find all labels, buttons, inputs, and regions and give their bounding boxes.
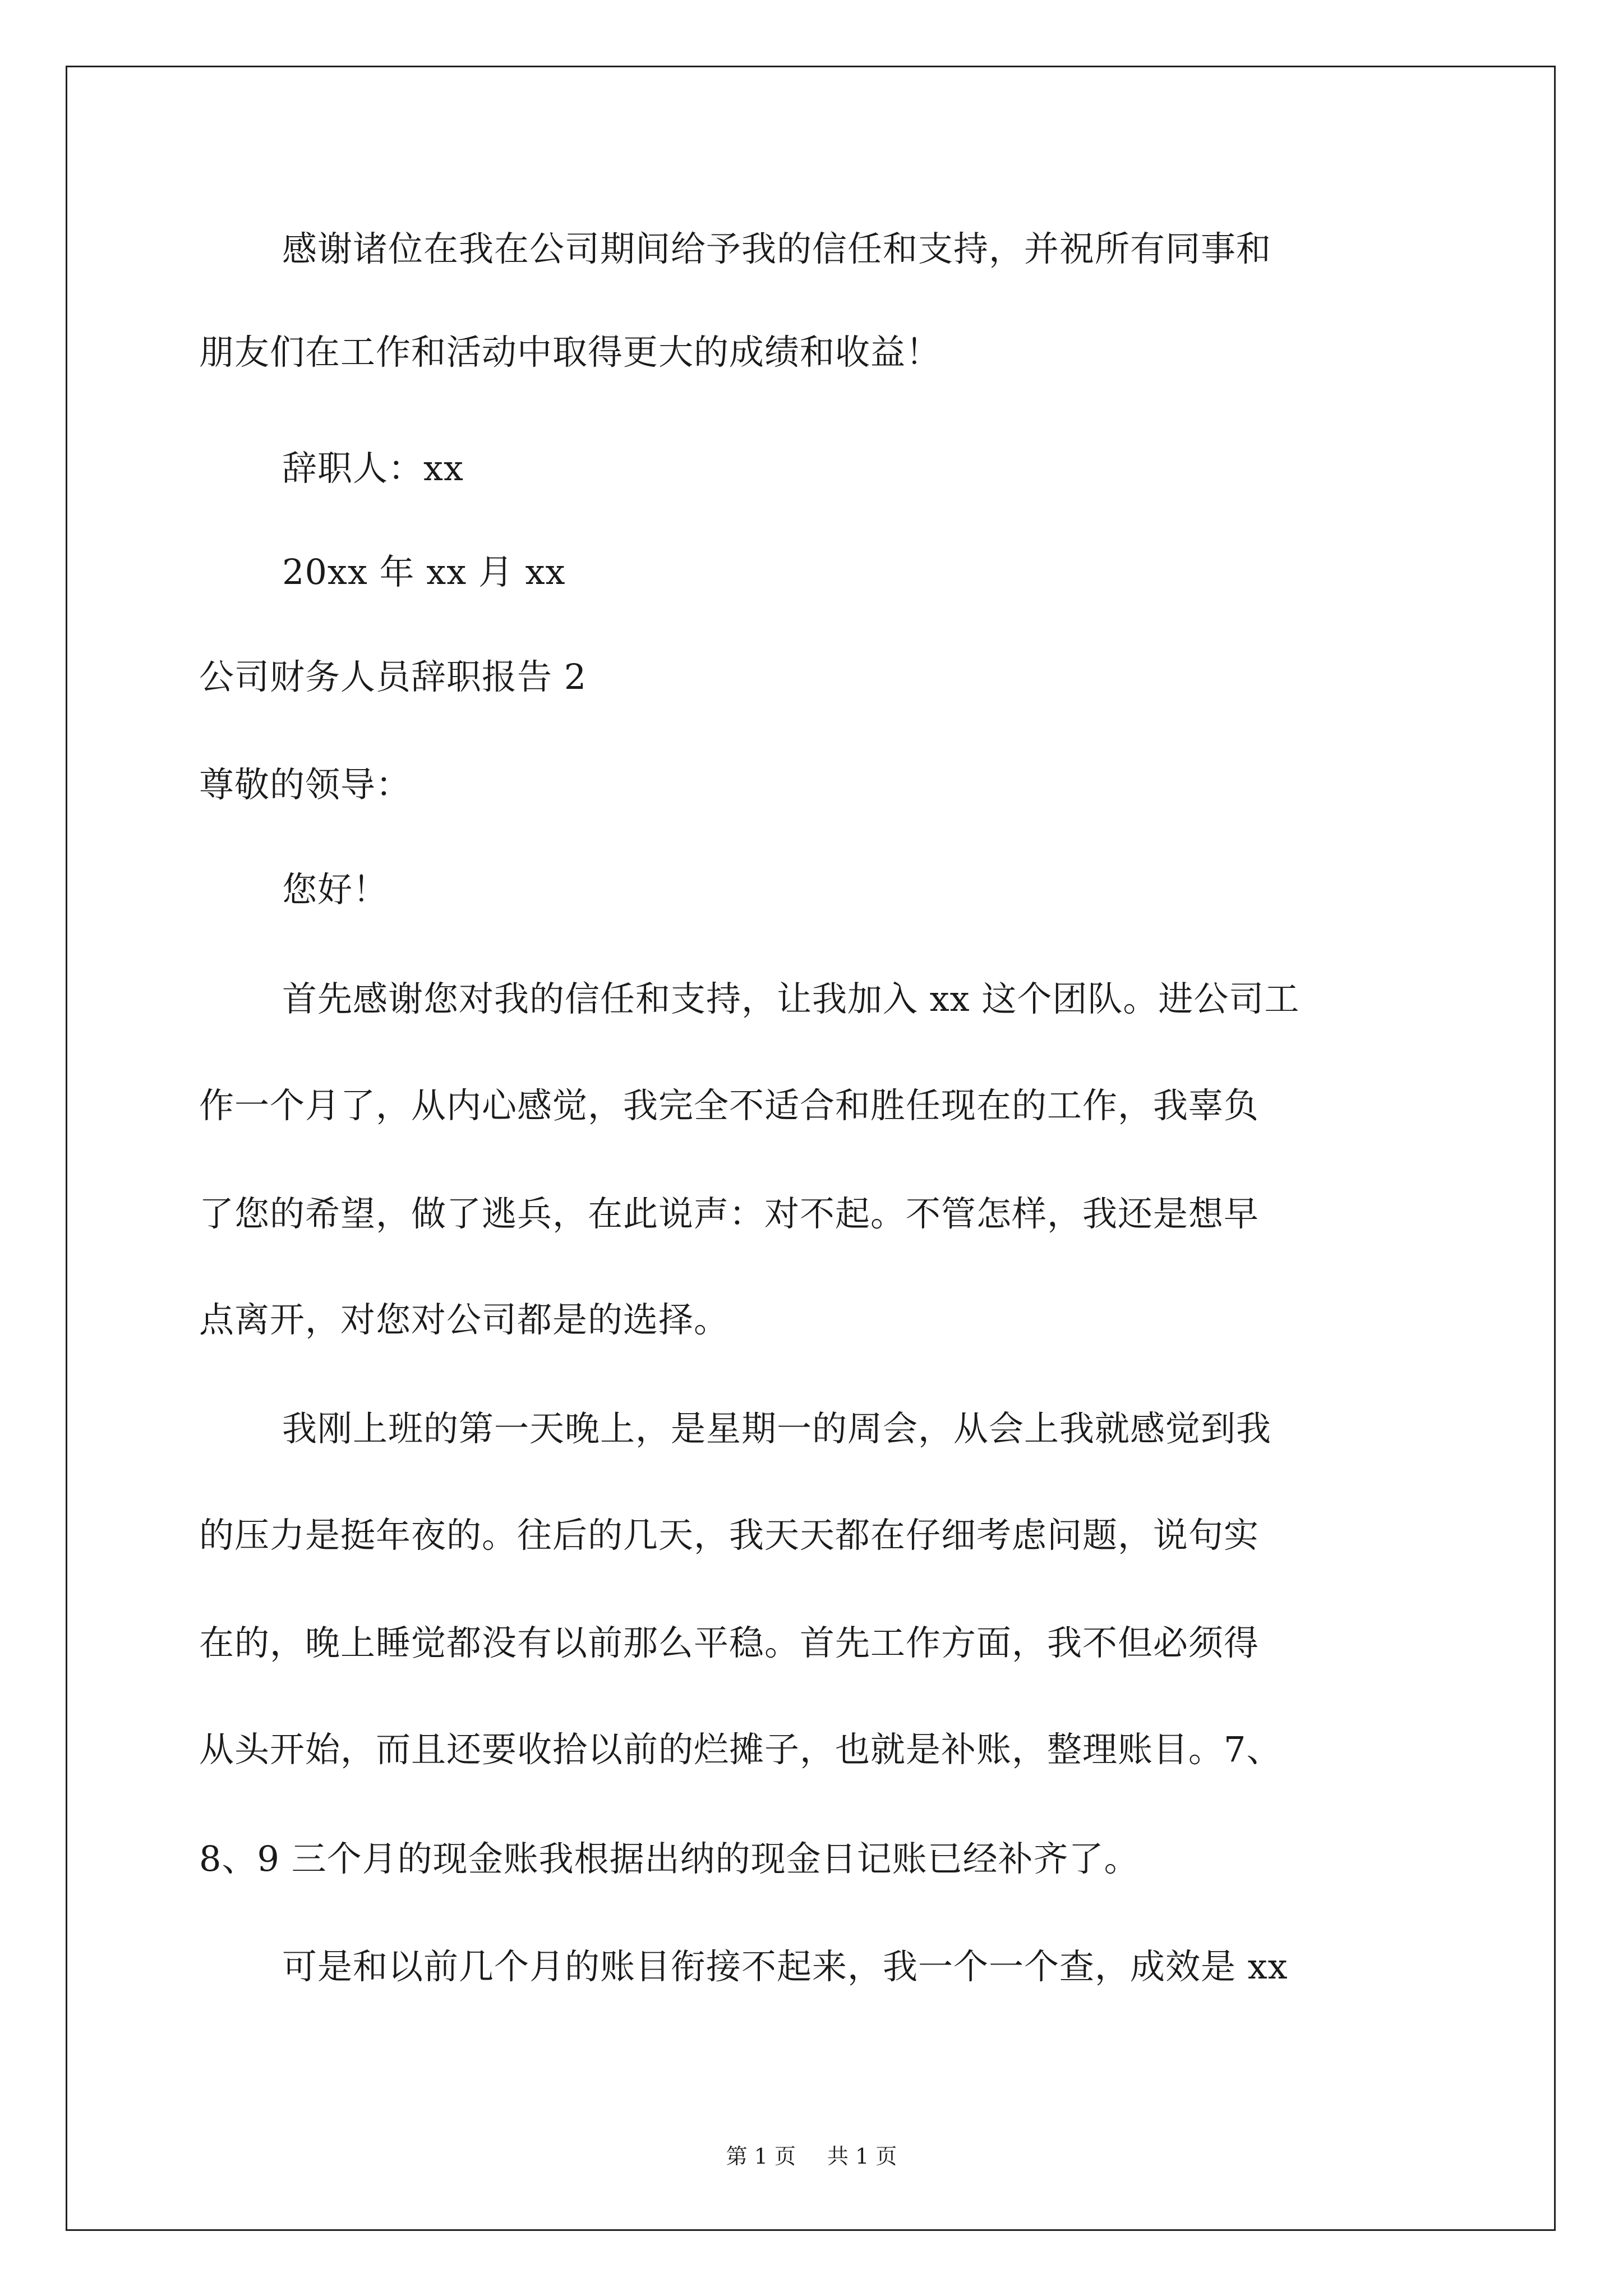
paragraph-line: 可是和以前几个月的账目衔接不起来，我一个一个查，成效是 xx (282, 1946, 1288, 1987)
signature-line: 辞职人：xx (282, 448, 464, 489)
salutation: 尊敬的领导： (199, 764, 412, 805)
page-total: 共 1 页 (827, 2144, 897, 2169)
page-number: 第 1 页 (726, 2144, 796, 2169)
page-border (66, 66, 1556, 2231)
paragraph-line: 的压力是挺年夜的。往后的几天，我天天都在仔细考虑问题，说句实 (199, 1515, 1260, 1556)
greeting: 您好！ (282, 869, 389, 910)
page-footer (0, 2139, 1623, 2170)
paragraph-line: 我刚上班的第一天晚上，是星期一的周会，从会上我就感觉到我 (282, 1408, 1272, 1449)
paragraph-line: 从头开始，而且还要收拾以前的烂摊子，也就是补账，整理账目。7、 (199, 1729, 1282, 1770)
paragraph-line: 朋友们在工作和活动中取得更大的成绩和收益！ (199, 332, 942, 372)
paragraph-line: 8、9 三个月的现金账我根据出纳的现金日记账已经补齐了。 (199, 1838, 1140, 1879)
paragraph-line: 了您的希望，做了逃兵，在此说声：对不起。不管怎样，我还是想早 (199, 1193, 1260, 1234)
paragraph-line: 点离开，对您对公司都是的选择。 (199, 1299, 730, 1340)
paragraph-line: 感谢诸位在我在公司期间给予我的信任和支持，并祝所有同事和 (282, 228, 1272, 269)
paragraph-line: 首先感谢您对我的信任和支持，让我加入 xx 这个团队。进公司工 (282, 978, 1300, 1019)
paragraph-line: 作一个月了，从内心感觉，我完全不适合和胜任现在的工作，我辜负 (199, 1085, 1260, 1126)
date-line: 20xx 年 xx 月 xx (282, 551, 566, 592)
section-title: 公司财务人员辞职报告 2 (199, 656, 587, 697)
paragraph-line: 在的，晚上睡觉都没有以前那么平稳。首先工作方面，我不但必须得 (199, 1622, 1260, 1663)
